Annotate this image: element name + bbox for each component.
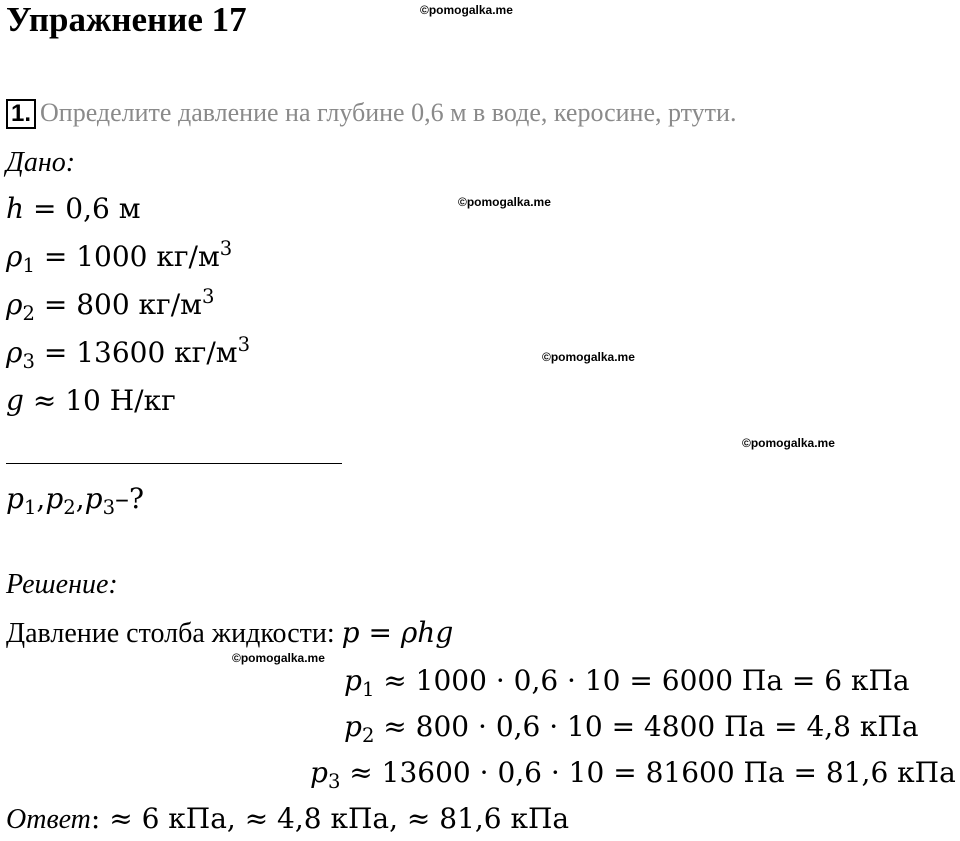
variable: g — [6, 384, 24, 417]
variable: h — [6, 192, 25, 225]
separator: , — [36, 482, 46, 515]
variable: p — [310, 756, 328, 789]
equation-p2 — [344, 710, 919, 747]
subscript: 2 — [63, 495, 76, 519]
find-line — [6, 482, 145, 519]
task-line — [6, 98, 736, 129]
answer-line — [6, 802, 569, 836]
equation-p3 — [310, 756, 956, 793]
task-number: 1. — [6, 99, 36, 129]
value: = 13600 кг/м — [34, 336, 238, 369]
variable: ρ — [6, 288, 23, 321]
variable: p — [344, 664, 362, 697]
intro-text: Давление столба жидкости: — [6, 618, 342, 649]
variable: p — [6, 482, 24, 515]
given-h — [6, 192, 141, 225]
answer-label: Ответ — [6, 804, 91, 835]
subscript: 2 — [22, 301, 35, 325]
equation-body: ≈ 13600 · 0,6 · 10 = 81600 Па = 81,6 кПа — [340, 756, 956, 789]
question: –? — [115, 482, 145, 515]
subscript: 2 — [361, 723, 375, 747]
variable: p — [45, 482, 64, 515]
given-label: Дано: — [6, 147, 76, 178]
subscript: 1 — [361, 677, 375, 701]
variable: p — [344, 710, 362, 743]
task-text: Определите давление на глубине 0,6 м в воде, керосине, ртути. — [40, 98, 737, 127]
solution-label: Решение: — [6, 569, 118, 600]
superscript: 3 — [201, 285, 215, 309]
formula: p = ρhg — [341, 616, 454, 649]
given-rho1 — [6, 237, 233, 277]
value: = 1000 кг/м — [34, 240, 220, 273]
value: = 800 кг/м — [34, 288, 202, 321]
subscript: 3 — [327, 769, 341, 793]
subscript: 1 — [22, 253, 35, 277]
equation-body: ≈ 1000 · 0,6 · 10 = 6000 Па = 6 кПа — [374, 664, 910, 697]
value: ≈ 10 Н/кг — [23, 384, 176, 417]
divider — [6, 463, 342, 464]
value: = 0,6 м — [24, 192, 141, 225]
answer-text: : ≈ 6 кПа, ≈ 4,8 кПа, ≈ 81,6 кПа — [90, 802, 570, 835]
separator: , — [75, 482, 85, 515]
superscript: 3 — [219, 237, 233, 261]
given-g — [6, 384, 176, 417]
given-rho2 — [6, 285, 215, 325]
variable: p — [84, 482, 103, 515]
page-title: Упражнение 17 — [6, 0, 247, 39]
watermark: ©pomogalka.me — [542, 350, 635, 364]
equation-body: ≈ 800 · 0,6 · 10 = 4800 Па = 4,8 кПа — [374, 710, 919, 743]
given-rho3 — [6, 333, 251, 373]
subscript: 3 — [22, 349, 35, 373]
subscript: 3 — [102, 495, 116, 519]
solution-intro — [6, 616, 453, 650]
equation-p1 — [344, 664, 910, 701]
variable: ρ — [6, 240, 23, 273]
superscript: 3 — [237, 333, 251, 357]
variable: ρ — [6, 336, 23, 369]
watermark: ©pomogalka.me — [232, 651, 325, 665]
watermark: ©pomogalka.me — [458, 195, 551, 209]
watermark: ©pomogalka.me — [742, 436, 835, 450]
subscript: 1 — [23, 495, 37, 519]
watermark: ©pomogalka.me — [420, 3, 513, 17]
